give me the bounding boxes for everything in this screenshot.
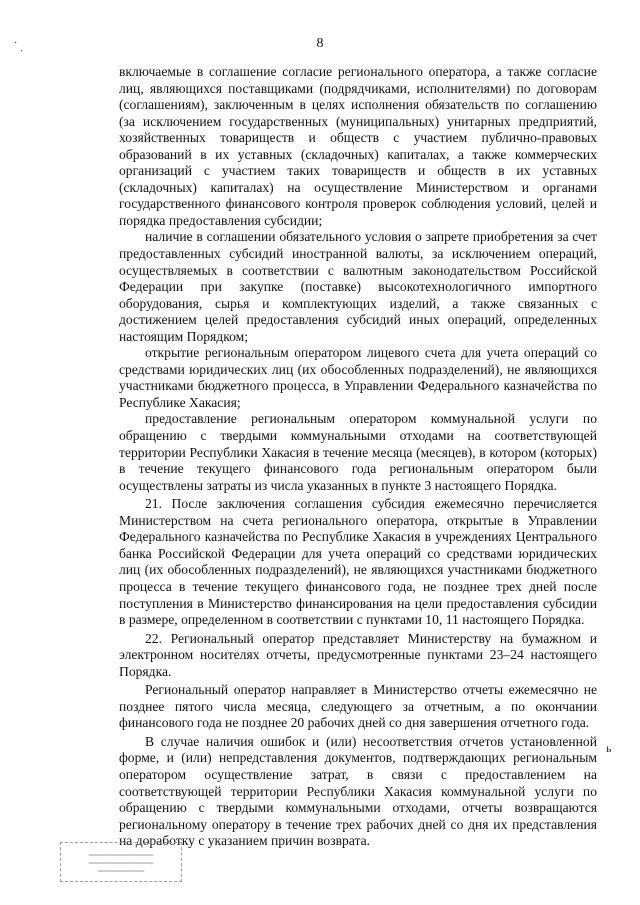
paragraph-clause-22: 22. Региональный оператор представляет Министерству на бумажном и электронном носителях отчеты, предусмотренные пунктами 23–24 настоящего Порядка. [119,630,597,679]
margin-mark: ь [606,741,612,755]
document-body [119,64,597,850]
paragraph-clause-21: 21. После заключения соглашения субсидия ежемесячно перечисляется Министерством на счета регионального оператора, открытые в Управлении Федерального казначейства по Республике Хакасия в учреждениях Центрального банка Российской Федерации для учета операций со средствами юридических лиц (их обособленных подразделений), не являющихся участниками бюджетного процесса в течение текущего финансового года, не позднее трех дней после поступления в Министерство финансирования на цели предоставления субсидии в размере, определенном в соответствии с пунктами 10, 11 настоящего Порядка. [119,496,597,628]
paragraph-currency-prohibition: наличие в соглашении обязательного условия о запрете приобретения за счет предоставленных субсидий иностранной валюты, за исключением операций, осуществляемых в соответствии с валютным законодательством Российской Федерации при закупке (поставке) высокотехнологичного импортного оборудования, сырья и комплектующих изделий, а также связанных с достижением целей предоставления субсидий иных операций, определенных настоящим Порядком; [119,229,597,344]
scan-dot: · [20,46,24,57]
registration-stamp: ▁▁▁▁▁▁▁▁▁▁▁▁▁▁ ▁▁▁▁▁▁▁▁▁▁▁▁▁▁ ▁▁▁▁▁▁▁▁▁▁ [60,842,182,882]
paragraph-service-provision: предоставление региональным оператором коммунальной услуги по обращению с твердыми коммунальными отходами на соответствующей территории Республики Хакасия в течение месяца (месяцев), в котором (которых) в течение текущего финансового года региональным оператором были осуществлены затраты из числа указанных в пункте 3 настоящего Порядка. [119,411,597,493]
paragraph-account-opening: открытие региональным оператором лицевого счета для учета операций со средствами юридических лиц (их обособленных подразделений), не являющихся участниками бюджетного процесса, в Управлении Федерального казначейства по Республике Хакасия; [119,345,597,410]
paragraph-report-errors: В случае наличия ошибок и (или) несоответствия отчетов установленной форме, и (или) непредставления документов, подтверждающих региональным оператором осуществление затрат, в связи с предоставлением на соответствующей территории Республики Хакасия коммунальной услуги по обращению с твердыми коммунальными отходами, отчеты возвращаются региональному оператору в течение трех рабочих дней со дня их представления на доработку с указанием причин возврата. [119,733,597,849]
page-number: 8 [316,36,324,51]
paragraph-consent-clause: включаемые в соглашение согласие регионального оператора, а также согласие лиц, являющихся поставщиками (подрядчиками, исполнителями) по договорам (соглашениям), заключенным в целях исполнения обязательств по соглашению (за исключением государственных (муниципальных) унитарных предприятий, хозяйственных товариществ и обществ с участием публично-правовых образований в их уставных (складочных) капиталах, а также коммерческих организаций с участием таких товариществ и обществ в их уставных (складочных) капиталах) на осуществление Министерством и органами государственного финансового контроля проверок соблюдения условий, целей и порядка предоставления субсидии; [119,64,597,228]
scan-dot: · [14,38,18,49]
paragraph-report-deadlines: Региональный оператор направляет в Министерство отчеты ежемесячно не позднее пятого числа месяца, следующего за отчетным, а по окончании финансового года не позднее 20 рабочих дней со дня завершения отчетного года. [119,682,597,731]
